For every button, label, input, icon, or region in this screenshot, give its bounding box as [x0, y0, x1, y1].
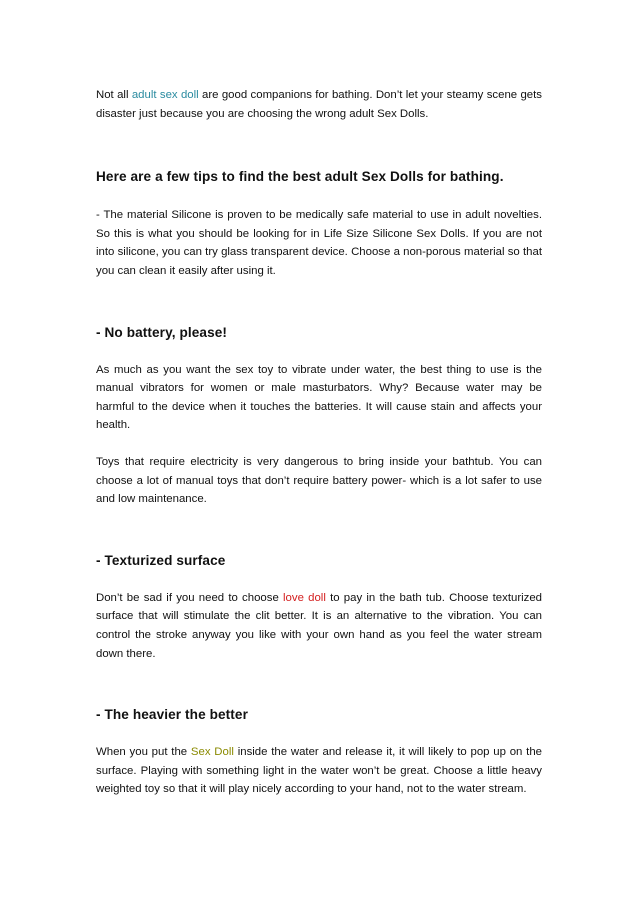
texture-text-after: to pay in the bath tub. Choose texturized surface that will stimulate the clit better. It is an alternative to the vibration. You can control the stroke anyway you like with your own hand as you feel the water stream down there. [96, 591, 543, 660]
sex-doll-link[interactable]: Sex Doll [190, 746, 234, 759]
battery-heading: - No battery, please! [96, 324, 228, 340]
heavier-paragraph [96, 743, 542, 799]
texture-heading: - Texturized surface [96, 552, 226, 568]
heavier-heading: - The heavier the better [96, 707, 248, 723]
material-paragraph: - The material Silicone is proven to be medically safe material to use in adult novelties. So this is what you should be looking for in Life Size Silicone Sex Dolls. If you are not into silicone, you can try glass transparent device. Choose a non-porous material so that you can clean it easily after using it. [96, 209, 542, 277]
main-heading: Here are a few tips to find the best adult Sex Dolls for bathing. [96, 169, 504, 185]
document-page [96, 86, 542, 799]
intro-text-after: are good companions for bathing. Don’t let your steamy scene gets disaster just because you are choosing the wrong adult Sex Dolls. [96, 89, 542, 120]
heavier-text-before: When you put the [96, 746, 191, 759]
heavier-text-after: inside the water and release it, it will likely to pop up on the surface. Playing with something light in the water won’t be great. Choose a little heavy weighted toy so that it will play nicely according to your hand, not to the water stream. [96, 746, 542, 796]
love-doll-link[interactable]: love doll [283, 591, 326, 604]
intro-text-before: Not all [96, 89, 132, 101]
battery-paragraph-1: As much as you want the sex toy to vibrate under water, the best thing to use is the manual vibrators for women or male masturbators. Why? Because water may be harmful to the device when it touches the batteries. It will cause stain and affects your health. [96, 363, 542, 432]
adult-sex-doll-link[interactable]: adult sex doll [131, 89, 199, 101]
texture-text-before: Don’t be sad if you need to choose [96, 591, 284, 604]
intro-paragraph [96, 86, 542, 123]
battery-paragraph-2: Toys that require electricity is very dangerous to bring inside your bathtub. You can choose a lot of manual toys that don’t require battery power- which is a lot safer to use and low maintenance. [96, 455, 542, 506]
texture-paragraph [96, 589, 542, 663]
